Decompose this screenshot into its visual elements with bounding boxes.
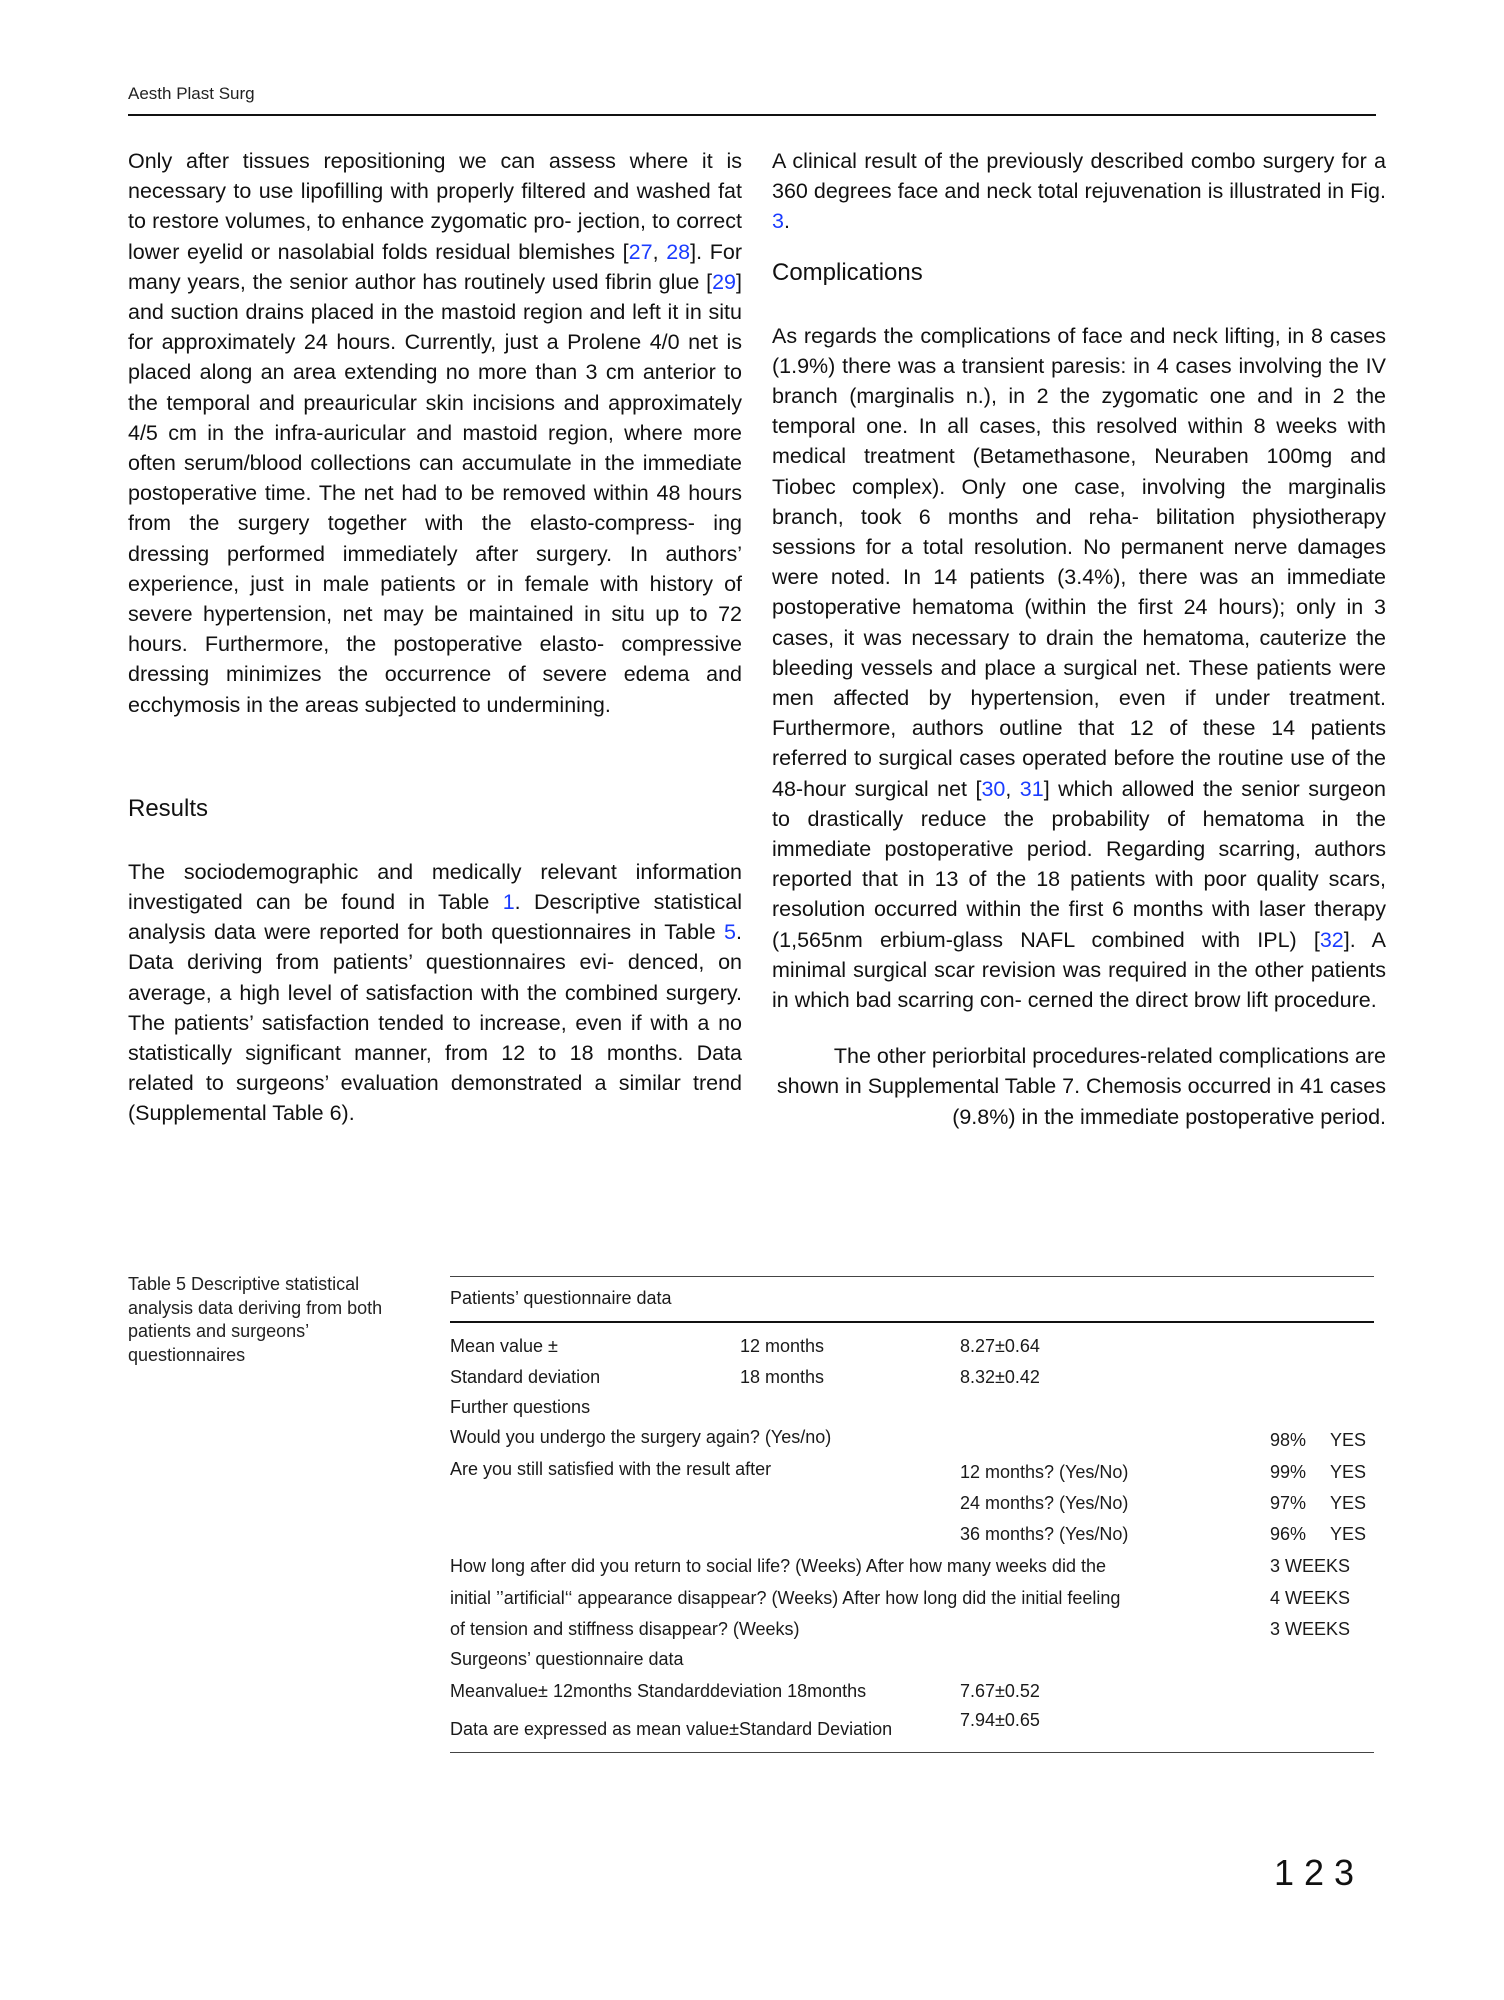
text-run: , — [652, 239, 667, 264]
paragraph-lipofilling — [128, 146, 742, 720]
answer-yes: YES — [1330, 1524, 1367, 1544]
surgeons-questionnaire-header: Surgeons’ questionnaire data — [450, 1649, 684, 1669]
running-head: Aesth Plast Surg — [128, 84, 255, 103]
answer-yes: YES — [1330, 1493, 1367, 1513]
surgeons-mean-sd-label: Meanvalue± 12months Standarddeviation 18months — [450, 1681, 867, 1701]
sd-period: 18 months — [740, 1367, 825, 1387]
citation-29[interactable]: 29 — [712, 269, 737, 294]
citation-30[interactable]: 30 — [981, 776, 1006, 801]
answer-weeks: 3 WEEKS — [1270, 1556, 1351, 1576]
text-run: . — [783, 209, 790, 234]
paragraph-results — [128, 857, 742, 1129]
paragraph-clinical-result — [772, 146, 1386, 237]
answer-pct: 97% — [1270, 1493, 1307, 1513]
citation-32[interactable]: 32 — [1319, 927, 1344, 952]
right-column — [772, 146, 1386, 1132]
figure-3-link[interactable]: 3 — [772, 209, 784, 234]
question-social-life: How long after did you return to social life? (Weeks) After how many weeks did the — [450, 1556, 1106, 1576]
further-questions-label: Further questions — [450, 1397, 591, 1417]
text-run: . Data deriving from patients’ questionnaires evi- denced, on average, a high level of satisfaction with the combined surgery. The patients’ satisfaction tended to increase, even if with a no statistically significant manner, from 12 to 18 months. Data related to surgeons’ evaluation demonstrated a similar trend (Supplemental Table 6). — [128, 920, 742, 1126]
complications-heading: Complications — [772, 258, 923, 286]
answer-12-months-label: 12 months? (Yes/No) — [960, 1462, 1129, 1482]
table-bottom-rule — [450, 1752, 1374, 1753]
text-run: ] and suction drains placed in the mastoid region and left it in situ for approximately 24 hours. Currently, just a Prolene 4/0 net is placed along an area extending no more than 3 cm anterior to the temporal and preauricular skin incisions and approximately 4/5 cm in the infra-auricular and mastoid region, where more often serum/blood collections can accumulate in the immediate postoperative time. The net had to be removed within 48 hours from the surgery together with the elasto-compress- ing dressing performed immediately after surgery. In authors’ experience, just in male patients or in female with history of severe hypertension, net may be maintained in situ up to 72 hours. Furthermore, the postoperative elasto- compressive dressing minimizes the occurrence of severe edema and ecchymosis in the areas subjected to undermining. — [128, 269, 742, 717]
answer-weeks: 4 WEEKS — [1270, 1588, 1351, 1608]
answer-pct: 99% — [1270, 1462, 1307, 1482]
table-top-rule — [450, 1276, 1374, 1277]
paragraph-complications — [772, 321, 1386, 1016]
text-run: ] which allowed the senior surgeon to drastically reduce the probability of hematoma in the immediate postoperative period. Regarding scarring, authors reported that in 13 of the 18 patients with poor quality scars, resolution occurred within the first 6 months with laser therapy (1,565nm erbium-glass NAFL combined with IPL) [ — [772, 776, 1386, 952]
table-footnote: Data are expressed as mean value±Standard Deviation — [450, 1719, 893, 1739]
table-header: Patients’ questionnaire data — [450, 1288, 672, 1308]
text-run: The sociodemographic and medically relevant information investigated can be found in Table — [128, 859, 742, 915]
mean-period: 12 months — [740, 1336, 825, 1356]
text-run: ]. For many years, the senior author has routinely used fibrin glue [ — [128, 239, 743, 294]
text-run: ]. A minimal surgical scar revision was required in the other patients in which bad scarring con- cerned the direct brow lift procedure. — [772, 927, 1387, 1013]
table-5-link[interactable]: 5 — [724, 920, 737, 945]
left-column — [128, 146, 742, 1129]
text-run: . Descriptive statistical analysis data were reported for both questionnaires in Table — [128, 890, 743, 945]
citation-28[interactable]: 28 — [666, 239, 691, 264]
question-undergo-again: Would you undergo the surgery again? (Yes/no) — [450, 1427, 832, 1447]
surgeons-value-12-months: 7.67±0.52 — [960, 1681, 1040, 1701]
question-tension-stiffness: of tension and stiffness disappear? (Weeks) — [450, 1619, 800, 1639]
text-run: As regards the complications of face and neck lifting, in 8 cases (1.9%) there was a transient paresis: in 4 cases involving the IV branch (marginalis n.), in 2 the zygomatic one and in 2 the temporal one. In all cases, this resolved within 8 weeks with medical treatment (Betamethasone, Neuraben 100mg and Tiobec complex). Only one case, involving the marginalis branch, took 6 months and reha- bilitation physiotherapy sessions for a total resolution. No permanent nerve damages were noted. In 14 patients (3.4%), there was an immediate postoperative hematoma (within the first 24 hours); only in 3 cases, it was necessary to drain the hematoma, cauterize the bleeding vessels and place a surgical net. These patients were men affected by hypertension, even if under treatment. Furthermore, authors outline that 12 of these 14 patients referred to surgical cases operated before the routine use of the 48-hour surgical net [ — [772, 323, 1386, 801]
table-1-link[interactable]: 1 — [502, 890, 515, 915]
header-rule — [128, 114, 1376, 116]
mean-label: Mean value ± — [450, 1336, 558, 1356]
question-artificial-appearance: initial ’’artificial‘‘ appearance disappear? (Weeks) After how long did the initial feeling — [450, 1588, 1121, 1608]
paragraph-periorbital: The other periorbital procedures-related complications are shown in Supplemental Table 7. Chemosis occurred in 41 cases (9.8%) in the immediate postoperative period. — [776, 1044, 1386, 1129]
answer-pct: 96% — [1270, 1524, 1307, 1544]
sd-label: Standard deviation — [450, 1367, 601, 1387]
text-run: A clinical result of the previously described combo surgery for a 360 degrees face and neck total rejuvenation is illustrated in Fig. — [772, 149, 1386, 204]
page-number: 123 — [1274, 1852, 1365, 1893]
table-caption: Table 5 Descriptive statistical analysis data deriving from both patients and surgeons’ questionnaires — [128, 1274, 383, 1365]
results-heading: Results — [128, 794, 209, 822]
answer-yes: YES — [1330, 1462, 1367, 1482]
answer-yes: YES — [1330, 1430, 1367, 1450]
mean-value: 8.27±0.64 — [960, 1336, 1040, 1356]
question-still-satisfied: Are you still satisfied with the result after — [450, 1459, 772, 1479]
answer-24-months-label: 24 months? (Yes/No) — [960, 1493, 1129, 1513]
sd-value: 8.32±0.42 — [960, 1367, 1040, 1387]
text-run: , — [1005, 776, 1020, 801]
table-header-rule — [450, 1321, 1374, 1323]
citation-31[interactable]: 31 — [1019, 776, 1044, 801]
surgeons-value-18-months: 7.94±0.65 — [960, 1710, 1040, 1730]
answer-pct: 98% — [1270, 1430, 1307, 1450]
answer-weeks: 3 WEEKS — [1270, 1619, 1351, 1639]
text-run: Only after tissues repositioning we can assess where it is necessary to use lipofilling with properly filtered and washed fat to restore volumes, to enhance zygomatic pro- jection, to correct lower eyelid or nasolabial folds residual blemishes [ — [128, 149, 742, 264]
citation-27[interactable]: 27 — [628, 239, 653, 264]
answer-36-months-label: 36 months? (Yes/No) — [960, 1524, 1129, 1544]
